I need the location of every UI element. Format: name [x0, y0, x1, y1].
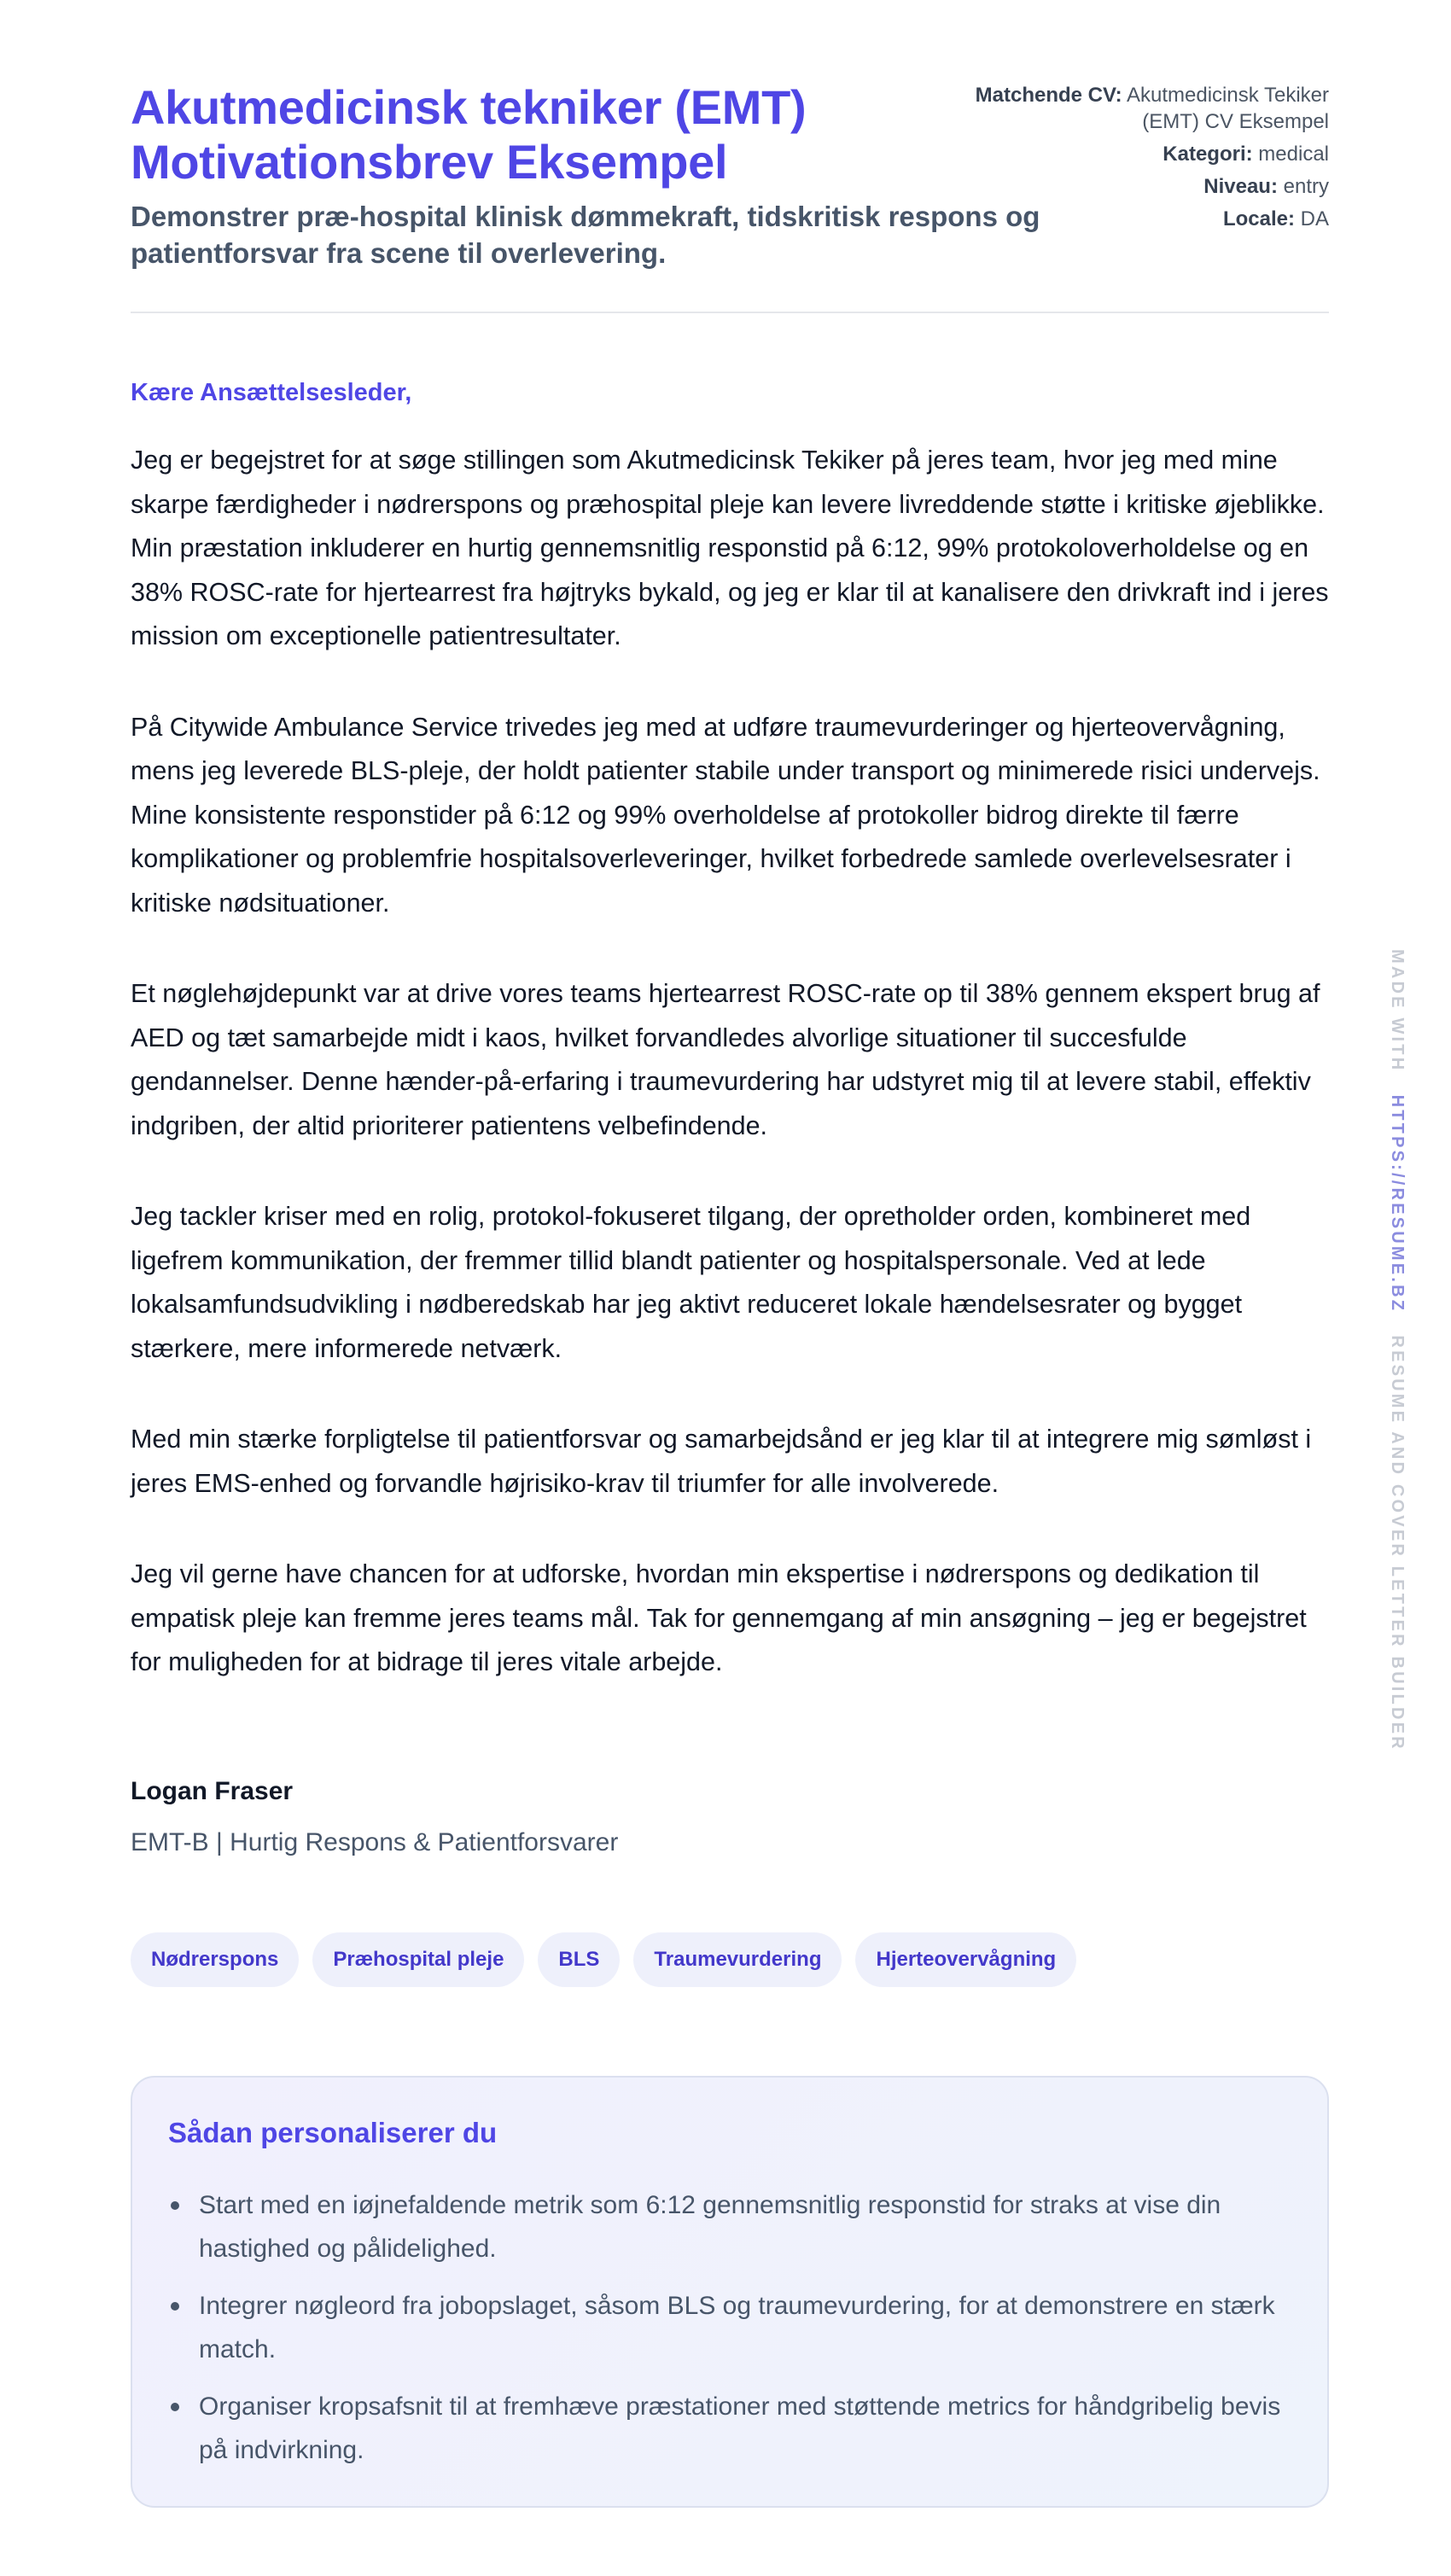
signature-name: Logan Fraser: [131, 1777, 294, 1805]
skill-tag: Hjerteovervågning: [855, 1932, 1076, 1987]
metadata-panel: [928, 82, 1329, 238]
signature-title: EMT-B | Hurtig Respons & Patientforsvarer: [131, 1828, 619, 1856]
resume-bz-link[interactable]: HTTPS://RESUME.BZ: [1388, 1094, 1407, 1314]
cover-letter-page: [131, 0, 1329, 2464]
meta-matching-cv: [928, 82, 1329, 135]
skill-tag: Traumevurdering: [633, 1932, 842, 1987]
meta-cv-value: Akutmedicinsk Tekiker (EMT) CV Eksempel: [1127, 84, 1329, 133]
letter-paragraph: På Citywide Ambulance Service trivedes jeg med at udføre traumevurderinger og hjerteovervågning, mens jeg leverede BLS-pleje, der holdt patienter stabile under transport og minimerede risici undervejs. Mine konsistente responstider på 6:12 og 99% overholdelse af protokoller bidrog direkte til færre komplikationer og problemfrie hospitalsoverleveringer, hvilket forbedrede samlede overlevelsesrater i kritiske nødsituationer.: [131, 712, 1320, 918]
letter-greeting: Kære Ansættelsesleder,: [131, 379, 412, 406]
skill-tags: [131, 1932, 1076, 1987]
meta-category-label: Kategori:: [1163, 143, 1253, 166]
letter-header: [131, 0, 1329, 313]
tips-list: [199, 2183, 1300, 2486]
personalization-tips-box: [131, 2076, 1329, 2508]
made-with-prefix: MADE WITH: [1388, 949, 1407, 1073]
meta-locale-value: DA: [1300, 207, 1329, 230]
meta-category-value: medical: [1258, 143, 1329, 166]
tips-title: Sådan personaliserer du: [168, 2117, 498, 2148]
meta-level-label: Niveau:: [1203, 175, 1278, 198]
letter-paragraph: Jeg er begejstret for at søge stillingen som Akutmedicinsk Tekiker på jeres team, hvor jeg med mine skarpe færdigheder i nødrerspons og præhospital pleje kan levere livreddende støtte i kritiske øjeblikke. Min præstation inkluderer en hurtig gennemsnitlig responstid på 6:12, 99% protokoloverholdelse og en 38% ROSC-rate for hjertearrest fra højtryks bykald, og jeg er klar til at kanalisere den drivkraft ind i jeres mission om exceptionelle patientresultater.: [131, 446, 1329, 650]
meta-locale-label: Locale:: [1222, 207, 1295, 230]
tip-item: Start med en iøjnefaldende metrik som 6:12 gennemsnitlig responstid for straks at vise din hastighed og pålidelighed.: [199, 2183, 1300, 2270]
meta-level: [928, 173, 1329, 200]
page-subtitle: Demonstrer præ-hospital klinisk dømmekraft, tidskritisk respons og patientforsvar fra scene til overlevering.: [131, 201, 1040, 269]
meta-category: [928, 141, 1329, 167]
skill-tag: Præhospital pleje: [312, 1932, 524, 1987]
letter-body: [131, 439, 1329, 1732]
letter-paragraph: Med min stærke forpligtelse til patientforsvar og samarbejdsånd er jeg klar til at integrere mig sømløst i jeres EMS-enhed og forvandle højrisiko-krav til triumfer for alle involverede.: [131, 1425, 1312, 1498]
letter-paragraph: Jeg tackler kriser med en rolig, protokol-fokuseret tilgang, der opretholder orden, kombineret med ligefrem kommunikation, der fremmer tillid blandt patienter og hospitalspersonale. Ved at lede lokalsamfundsudvikling i nødberedskab har jeg aktivt reduceret lokale hændelsesrater og bygget stærkere, mere informerede netværk.: [131, 1202, 1251, 1363]
skill-tag: Nødrerspons: [131, 1932, 299, 1987]
letter-paragraph: Jeg vil gerne have chancen for at udforske, hvordan min ekspertise i nødrerspons og dedikation til empatisk pleje kan fremme jeres teams mål. Tak for gennemgang af min ansøgning – jeg er begejstret for muligheden for at bidrage til jeres vitale arbejde.: [131, 1559, 1307, 1676]
made-with-suffix: RESUME AND COVER LETTER BUILDER: [1388, 1335, 1407, 1751]
made-with-sidebar: [1385, 949, 1409, 1751]
meta-locale: [928, 206, 1329, 232]
tip-item: Integrer nøgleord fra jobopslaget, såsom BLS og traumevurdering, for at demonstrere en stærk match.: [199, 2284, 1300, 2371]
meta-level-value: entry: [1283, 175, 1329, 198]
tip-item: Organiser kropsafsnit til at fremhæve præstationer med støttende metrics for håndgribelig bevis på indvirkning.: [199, 2385, 1300, 2472]
skill-tag: BLS: [538, 1932, 620, 1987]
made-with-text: [1387, 949, 1407, 1751]
letter-paragraph: Et nøglehøjdepunkt var at drive vores teams hjertearrest ROSC-rate op til 38% gennem ekspert brug af AED og tæt samarbejde midt i kaos, hvilket forvandledes alvorlige situationer til succesfulde gendannelser. Denne hænder-på-erfaring i traumevurdering har udstyret mig til at levere stabil, effektiv indgriben, der altid prioriterer patientens velbefindende.: [131, 979, 1320, 1140]
meta-cv-label: Matchende CV:: [975, 84, 1122, 107]
page-title: Akutmedicinsk tekniker (EMT) Motivationsbrev Eksempel: [131, 80, 807, 189]
